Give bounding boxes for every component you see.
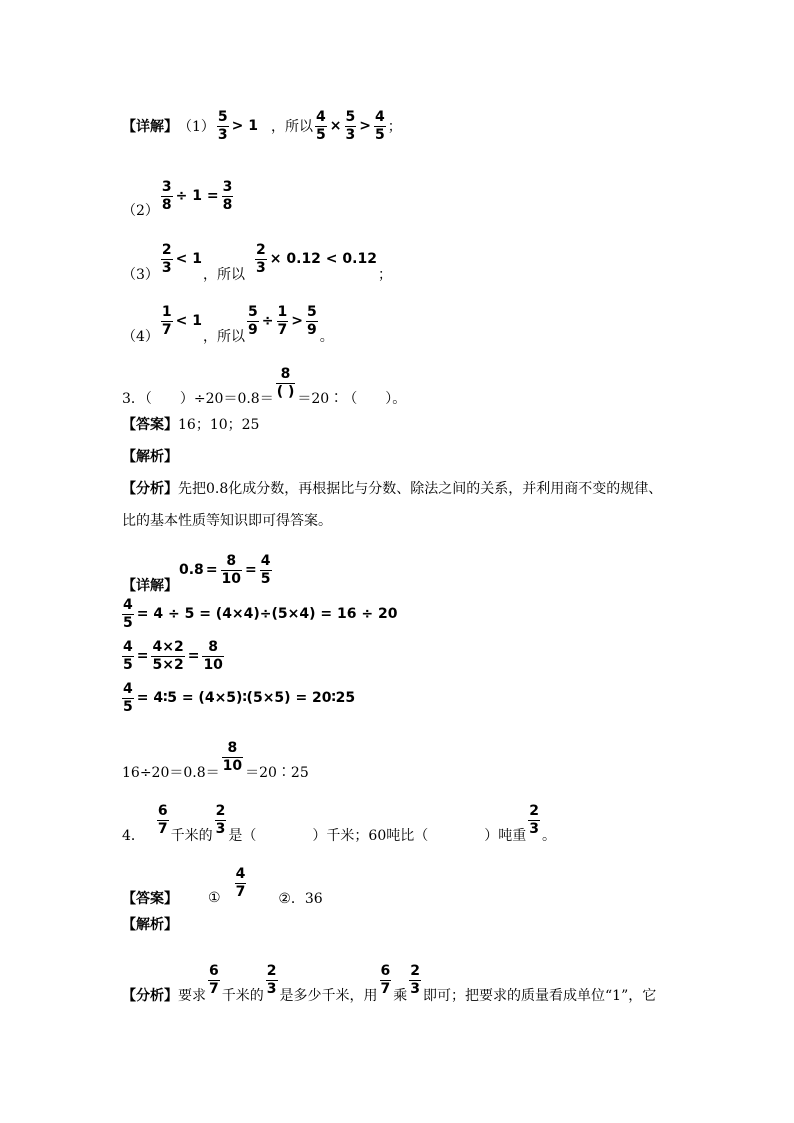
fraction: $\frac{5}{9}$ — [307, 303, 317, 338]
question-number: 4． — [122, 828, 145, 844]
fraction: $\frac{2}{3}$ — [266, 962, 277, 997]
math-text: = — [136, 648, 149, 665]
fraction: $\frac{4}{5}$ — [260, 552, 271, 587]
fraction: $\frac{5}{3}$ — [217, 109, 228, 143]
fraction: $\frac{6}{7}$ — [380, 962, 391, 997]
fraction: $\frac{2}{3}$ — [161, 241, 172, 276]
detail-3-eq2 — [122, 640, 226, 672]
detail-label: 【详解】 — [122, 119, 178, 136]
fraction: $\frac{8}{( )}$ — [276, 365, 295, 400]
math-text: > 1 — [231, 118, 259, 135]
math-text: = 4 ÷ 5 = (4×4)÷(5×4) = 16 ÷ 20 — [136, 606, 398, 623]
math-text: ÷ — [261, 313, 274, 329]
punctuation: 。 — [319, 329, 334, 345]
punctuation: 。 — [542, 828, 556, 844]
fraction: $\frac{4\times 2}{5\times 2}$ — [152, 639, 184, 673]
analysis-text: 千米的 — [221, 988, 264, 1004]
analysis-header-3 — [122, 446, 178, 466]
analysis-text: 是多少千米，用 — [279, 988, 378, 1004]
answer-text: 16；10；25 — [178, 417, 260, 433]
fraction: $\frac{8}{10}$ — [221, 552, 242, 587]
fraction: $\frac{5}{9}$ — [248, 303, 258, 338]
detail-3-header — [122, 545, 274, 595]
fraction: $\frac{4}{5}$ — [123, 681, 133, 715]
fraction: $\frac{2}{3}$ — [410, 962, 420, 997]
text: ，所以 — [203, 267, 246, 283]
question-3 — [122, 358, 406, 408]
question-4 — [122, 795, 556, 845]
math-text: × 0.12 < 0.12 — [269, 251, 377, 267]
answer-3 — [122, 414, 259, 434]
fraction: $\frac{6}{7}$ — [157, 802, 168, 837]
fraction: $\frac{5}{3}$ — [345, 109, 356, 143]
fraction: $\frac{4}{5}$ — [375, 109, 385, 143]
analysis-header-4 — [122, 914, 178, 934]
math-text: = — [245, 562, 257, 578]
fraction: $\frac{2}{3}$ — [256, 241, 266, 276]
fraction: $\frac{3}{8}$ — [222, 178, 233, 213]
detail-3-final — [122, 732, 309, 782]
answer-label: 【答案】 — [122, 891, 178, 907]
math-text: > — [359, 118, 371, 135]
analysis-label: 【解析】 — [122, 917, 178, 933]
question-text: 3．（ ）÷20＝0.8＝ — [122, 391, 274, 407]
analysis-3-line1 — [122, 478, 662, 498]
analysis-text: 即可；把要求的质量看成单位“1”，它 — [423, 988, 657, 1004]
answer-4 — [122, 858, 323, 908]
fraction: $\frac{8}{10}$ — [203, 639, 223, 673]
answer-item: ① — [208, 890, 221, 906]
analysis-text: 乘 — [393, 988, 408, 1004]
text: ，所以 — [271, 119, 314, 136]
question-text: ＝20∶（ ）。 — [297, 391, 407, 407]
fraction: $\frac{4}{5}$ — [316, 109, 326, 143]
equation-text: ＝20∶25 — [245, 765, 309, 781]
detail-line-4 — [122, 296, 334, 346]
fraction: $\frac{8}{10}$ — [222, 739, 243, 774]
item-number: （1） — [178, 119, 215, 136]
detail-label: 【详解】 — [122, 578, 178, 594]
math-text: 0.8 — [179, 562, 204, 578]
fraction: $\frac{3}{8}$ — [161, 178, 172, 213]
analysis-3-line2 — [122, 510, 332, 530]
math-text: > — [291, 313, 303, 329]
fraction: $\frac{4}{5}$ — [123, 639, 133, 673]
math-text: = — [205, 562, 218, 578]
answer-label: 【答案】 — [122, 417, 178, 433]
detail-line-2 — [122, 172, 235, 220]
fraction: $\frac{2}{3}$ — [529, 802, 539, 837]
analysis-text: 先把0.8化成分数，再根据比与分数、除法之间的关系，并利用商不变的规律、 — [178, 481, 663, 497]
math-text: × — [329, 118, 342, 135]
analysis-4-line1 — [122, 955, 656, 1005]
math-text: = 4∶5 = (4×5)∶(5×5) = 20∶25 — [136, 690, 356, 707]
analysis-label: 【解析】 — [122, 449, 178, 465]
fraction: $\frac{2}{3}$ — [215, 802, 226, 837]
fraction: $\frac{1}{7}$ — [277, 303, 288, 338]
detail-3-eq1 — [122, 598, 398, 630]
math-text: < 1 — [175, 313, 203, 329]
fraction: $\frac{4}{7}$ — [235, 865, 246, 900]
answer-item: ②．36 — [278, 891, 323, 907]
question-text: 是（ ）千米；60吨比（ ）吨重 — [228, 828, 527, 844]
punctuation: ； — [387, 119, 402, 136]
item-number: （2） — [122, 203, 159, 219]
fraction: $\frac{4}{5}$ — [123, 597, 133, 631]
math-text: < 1 — [175, 251, 203, 267]
punctuation: ； — [377, 267, 392, 283]
fenxi-label: 【分析】 — [122, 481, 178, 497]
fenxi-label: 【分析】 — [122, 988, 178, 1004]
math-text: = — [187, 648, 200, 665]
fraction: $\frac{1}{7}$ — [161, 303, 172, 338]
analysis-text: 要求 — [178, 988, 206, 1004]
analysis-text: 比的基本性质等知识即可得答案。 — [122, 513, 332, 529]
equation-text: 16÷20＝0.8＝ — [122, 765, 220, 781]
question-text: 千米的 — [170, 828, 213, 844]
detail-line-3 — [122, 234, 392, 284]
item-number: （3） — [122, 267, 159, 283]
detail-3-eq3 — [122, 682, 356, 714]
math-text: ÷ 1 = — [175, 188, 219, 204]
text: ，所以 — [203, 329, 246, 345]
fraction: $\frac{6}{7}$ — [209, 962, 219, 997]
detail-line-1 — [122, 110, 402, 142]
item-number: （4） — [122, 329, 159, 345]
